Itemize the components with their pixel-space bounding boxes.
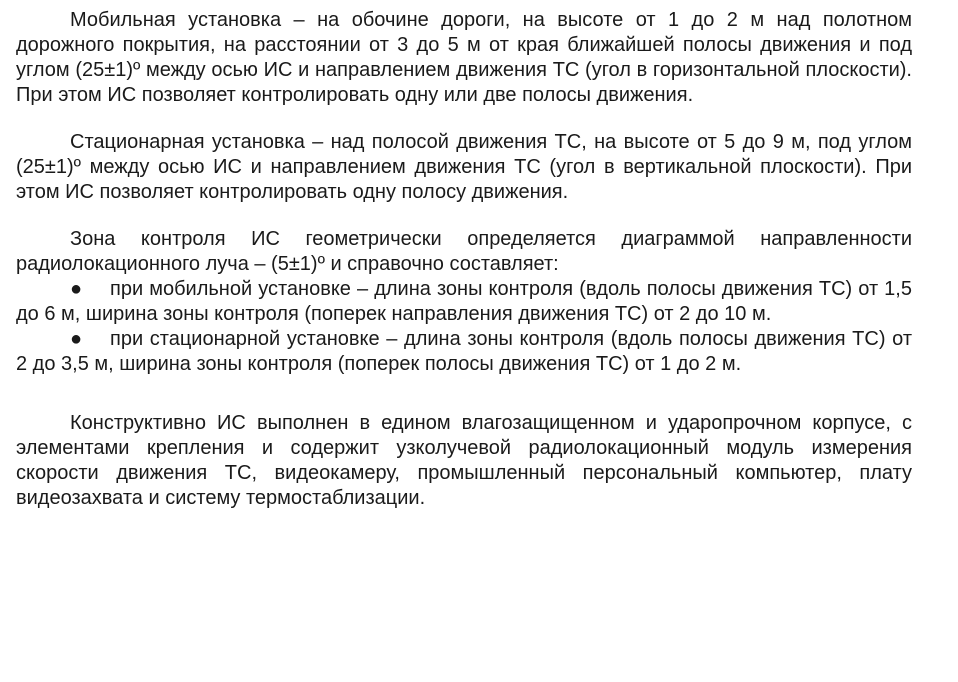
paragraph-mobile-installation: Мобильная установка – на обочине дороги, на высоте от 1 до 2 м над полотном дорожного покрытия, на расстоянии от 3 до 5 м от края ближайшей полосы движения и под углом (25±1)º между осью ИС и направлением движения ТС (угол в горизонтальной плоскости). При этом ИС позволяет контролировать одну или две полосы движения.: [16, 9, 912, 106]
document-body: [16, 8, 912, 511]
bullet-text-stationary: при стационарной установке – длина зоны контроля (вдоль полосы движения ТС) от 2 до 3,5 м, ширина зоны контроля (поперек полосы движения ТС) от 1 до 2 м.: [16, 328, 912, 375]
list-item: [16, 327, 912, 377]
bullet-text-mobile: при мобильной установке – длина зоны контроля (вдоль полосы движения ТС) от 1,5 до 6 м, ширина зоны контроля (поперек направления движения ТС) от 2 до 10 м.: [16, 278, 912, 325]
paragraph-construction: Конструктивно ИС выполнен в едином влагозащищенном и ударопрочном корпусе, с элементами крепления и содержит узколучевой радиолокационный модуль измерения скорости движения ТС, видеокамеру, промышленный персональный компьютер, плату видеозахвата и систему термостаблизации.: [16, 412, 912, 509]
list-item: [16, 277, 912, 327]
bullet-icon: ●: [70, 278, 83, 300]
bullet-icon: ●: [70, 328, 83, 350]
paragraph-stationary-installation: Стационарная установка – над полосой движения ТС, на высоте от 5 до 9 м, под углом (25±1)º между осью ИС и направлением движения ТС (угол в вертикальной плоскости). При этом ИС позволяет контролировать одну полосу движения.: [16, 131, 912, 203]
paragraph-control-zone: Зона контроля ИС геометрически определяется диаграммой направленности радиолокационного луча – (5±1)º и справочно составляет:: [16, 228, 912, 275]
